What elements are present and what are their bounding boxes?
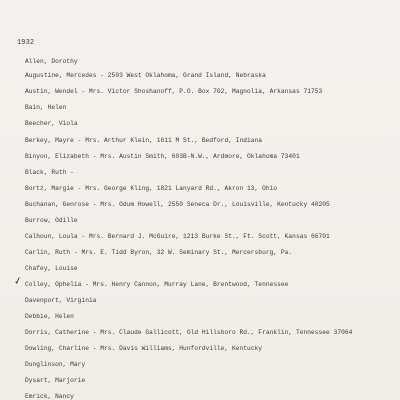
year-heading: 1932	[17, 39, 35, 47]
list-item: Davenport, Virginia	[25, 297, 97, 304]
list-item: Dysart, Marjorie	[25, 377, 86, 384]
list-item: Calhoun, Loula - Mrs. Bernard J. McGuire, 1213 Burke St., Ft. Scott, Kansas 66701	[25, 233, 330, 240]
list-item: Dowling, Charline - Mrs. Davis Williams, Hunfordville, Kentucky	[25, 345, 263, 352]
list-item: Colley, Ophelia - Mrs. Henry Cannon, Murray Lane, Brentwood, Tennessee	[25, 281, 289, 288]
list-item: Austin, Wendel - Mrs. Victor Shoshanoff, P.O. Box 702, Magnolia, Arkansas 71753	[25, 88, 323, 95]
list-item: Berkey, Mayre - Mrs. Arthur Klein, 1611 M St., Bedford, Indiana	[25, 137, 263, 144]
list-item: Allen, Dorothy	[25, 58, 78, 65]
list-item: Binyon, Elizabeth - Mrs. Austin Smith, 603B-N.W., Ardmore, Oklahoma 73401	[25, 153, 300, 160]
list-item: Burrow, Odille	[25, 217, 78, 224]
list-item: Buchanan, Genrose - Mrs. Odum Howell, 2550 Seneca Dr., Louisville, Kentucky 40205	[25, 201, 330, 208]
list-item: Augustine, Mercedes - 2503 West Oklahoma, Grand Island, Nebraska	[25, 72, 266, 79]
list-item: Bortz, Margie - Mrs. George Kling, 1821 Lanyard Rd., Akron 13, Ohio	[25, 185, 278, 192]
list-item: Bain, Helen	[25, 104, 67, 111]
list-item: Carlin, Ruth - Mrs. E. Tidd Byron, 32 W. Seminary St., Mercersburg, Pa.	[25, 249, 293, 256]
list-item: Black, Ruth -	[25, 169, 74, 176]
handwritten-check-mark: ✓	[12, 275, 24, 288]
list-item: Emrick, Nancy	[25, 393, 74, 400]
list-item: Dunglinson, Mary	[25, 361, 86, 368]
list-item: Beecher, Viola	[25, 120, 78, 127]
list-item: Chafey, Louise	[25, 265, 78, 272]
list-item: Dorris, Catherine - Mrs. Claude Gallicott, Old Hillsboro Rd., Franklin, Tennessee 37064	[25, 329, 353, 336]
list-item: Debbie, Helen	[25, 313, 74, 320]
